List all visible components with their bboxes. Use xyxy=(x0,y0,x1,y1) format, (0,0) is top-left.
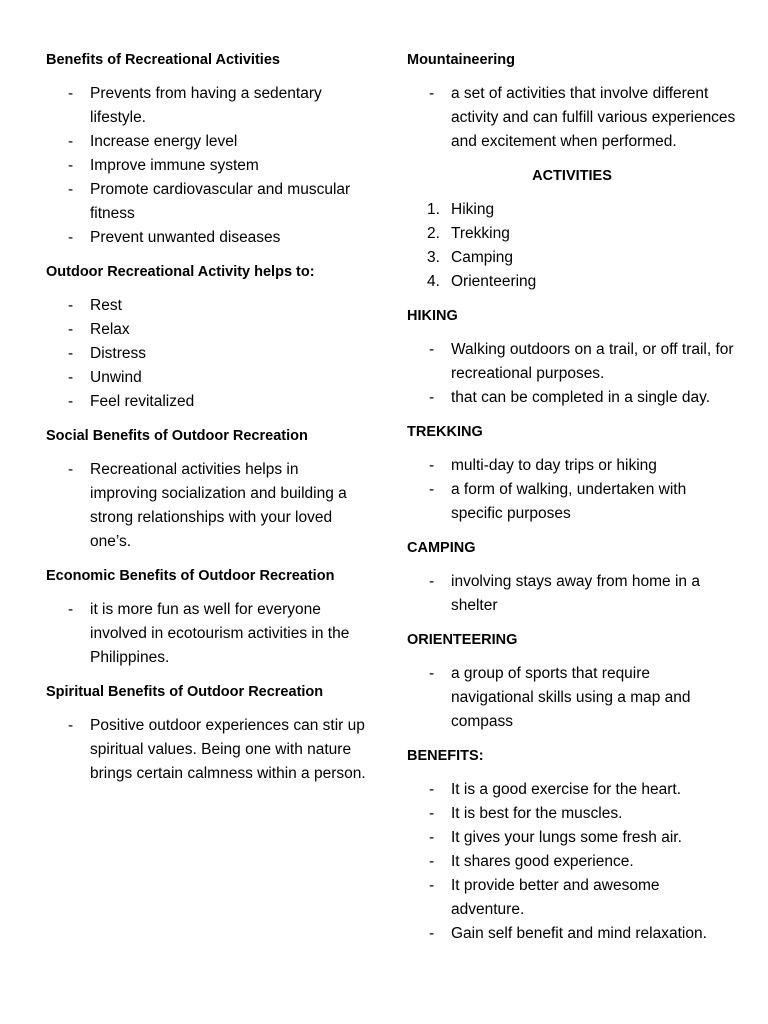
bullet-list xyxy=(407,338,737,410)
list-item-text: Gain self benefit and mind relaxation. xyxy=(451,925,707,942)
list-item xyxy=(407,826,737,850)
bullet-list xyxy=(46,458,366,554)
list-item xyxy=(407,662,737,734)
right-column xyxy=(407,48,737,956)
list-item-text: Feel revitalized xyxy=(90,393,195,410)
list-item-text: Positive outdoor experiences can stir up spiritual values. Being one with nature brings certain calmness within a person. xyxy=(90,717,366,782)
bullet-list xyxy=(46,82,366,250)
section-heading: Economic Benefits of Outdoor Recreation xyxy=(46,568,335,584)
dash-marker: - xyxy=(68,181,74,198)
section-trekking xyxy=(407,420,737,526)
bullet-list xyxy=(407,454,737,526)
dash-marker: - xyxy=(429,85,435,102)
list-item xyxy=(46,458,366,554)
list-item-text: Recreational activities helps in improving socialization and building a strong relationships with your loved one’s. xyxy=(90,461,347,550)
section-orienteering xyxy=(407,628,737,734)
dash-marker: - xyxy=(429,457,435,474)
section-activities xyxy=(407,164,737,294)
list-item xyxy=(46,178,366,226)
section-social-benefits xyxy=(46,424,366,554)
dash-marker: - xyxy=(429,805,435,822)
list-item-text: Distress xyxy=(90,345,146,362)
number-marker: 1. xyxy=(427,201,440,218)
dash-marker: - xyxy=(429,481,435,498)
dash-marker: - xyxy=(68,297,74,314)
list-item xyxy=(46,390,366,414)
section-heading: Outdoor Recreational Activity helps to: xyxy=(46,264,315,280)
list-item xyxy=(46,318,366,342)
list-item xyxy=(407,222,737,246)
dash-marker: - xyxy=(429,665,435,682)
dash-marker: - xyxy=(68,369,74,386)
dash-marker: - xyxy=(68,601,74,618)
dash-marker: - xyxy=(429,573,435,590)
dash-marker: - xyxy=(68,717,74,734)
list-item xyxy=(46,366,366,390)
left-column xyxy=(46,48,366,796)
bullet-list xyxy=(407,82,737,154)
list-item-text: It is a good exercise for the heart. xyxy=(451,781,682,798)
dash-marker: - xyxy=(429,389,435,406)
list-item xyxy=(407,802,737,826)
list-item-text: Prevent unwanted diseases xyxy=(90,229,281,246)
list-item-text: a set of activities that involve different activity and can fulfill various experiences and excitement when performed. xyxy=(451,85,736,150)
list-item xyxy=(46,342,366,366)
list-item xyxy=(407,570,737,618)
list-item xyxy=(407,850,737,874)
list-item xyxy=(407,82,737,154)
bullet-list xyxy=(407,662,737,734)
section-hiking xyxy=(407,304,737,410)
dash-marker: - xyxy=(429,925,435,942)
section-heading: HIKING xyxy=(407,308,458,324)
list-item-text: a group of sports that require navigational skills using a map and compass xyxy=(451,665,691,730)
number-marker: 2. xyxy=(427,225,440,242)
list-item-text: It shares good experience. xyxy=(451,853,634,870)
section-benefits-recreational xyxy=(46,48,366,250)
dash-marker: - xyxy=(68,133,74,150)
list-item xyxy=(46,714,366,786)
list-item-text: Improve immune system xyxy=(90,157,259,174)
section-heading: ACTIVITIES xyxy=(532,168,612,184)
section-outdoor-helps xyxy=(46,260,366,414)
list-item-text: Hiking xyxy=(451,201,495,218)
list-item-text: Promote cardiovascular and muscular fitness xyxy=(90,181,351,222)
section-camping xyxy=(407,536,737,618)
list-item xyxy=(46,226,366,250)
section-heading: CAMPING xyxy=(407,540,476,556)
section-heading: BENEFITS: xyxy=(407,748,484,764)
section-mountaineering xyxy=(407,48,737,154)
dash-marker: - xyxy=(429,853,435,870)
list-item xyxy=(407,922,737,946)
list-item xyxy=(46,294,366,318)
list-item xyxy=(407,478,737,526)
list-item xyxy=(46,82,366,130)
section-heading: Social Benefits of Outdoor Recreation xyxy=(46,428,308,444)
dash-marker: - xyxy=(429,341,435,358)
dash-marker: - xyxy=(68,157,74,174)
list-item xyxy=(46,598,366,670)
dash-marker: - xyxy=(429,829,435,846)
list-item xyxy=(407,246,737,270)
list-item-text: It is best for the muscles. xyxy=(451,805,623,822)
list-item-text: Rest xyxy=(90,297,122,314)
bullet-list xyxy=(46,294,366,414)
section-heading: Spiritual Benefits of Outdoor Recreation xyxy=(46,684,324,700)
list-item-text: It gives your lungs some fresh air. xyxy=(451,829,682,846)
section-spiritual-benefits xyxy=(46,680,366,786)
dash-marker: - xyxy=(68,229,74,246)
list-item-text: Unwind xyxy=(90,369,142,386)
list-item xyxy=(46,154,366,178)
list-item xyxy=(407,338,737,386)
list-item-text: Camping xyxy=(451,249,514,266)
list-item-text: Increase energy level xyxy=(90,133,238,150)
list-item xyxy=(407,874,737,922)
list-item xyxy=(407,386,737,410)
section-benefits xyxy=(407,744,737,946)
list-item-text: it is more fun as well for everyone involved in ecotourism activities in the Philippines. xyxy=(90,601,350,666)
list-item-text: Relax xyxy=(90,321,130,338)
section-heading: TREKKING xyxy=(407,424,483,440)
dash-marker: - xyxy=(68,345,74,362)
bullet-list xyxy=(46,598,366,670)
dash-marker: - xyxy=(429,781,435,798)
dash-marker: - xyxy=(68,321,74,338)
list-item-text: Prevents from having a sedentary lifestyle. xyxy=(90,85,322,126)
bullet-list xyxy=(407,570,737,618)
list-item-text: It provide better and awesome adventure. xyxy=(451,877,660,918)
section-economic-benefits xyxy=(46,564,366,670)
dash-marker: - xyxy=(68,85,74,102)
list-item xyxy=(407,454,737,478)
list-item xyxy=(407,270,737,294)
section-heading: ORIENTEERING xyxy=(407,632,518,648)
bullet-list xyxy=(407,778,737,946)
dash-marker: - xyxy=(429,877,435,894)
section-heading: Mountaineering xyxy=(407,52,515,68)
list-item-text: that can be completed in a single day. xyxy=(451,389,711,406)
list-item-text: Trekking xyxy=(451,225,510,242)
numbered-list xyxy=(407,198,737,294)
dash-marker: - xyxy=(68,393,74,410)
list-item-text: a form of walking, undertaken with specific purposes xyxy=(451,481,687,522)
number-marker: 3. xyxy=(427,249,440,266)
dash-marker: - xyxy=(68,461,74,478)
number-marker: 4. xyxy=(427,273,440,290)
section-heading: Benefits of Recreational Activities xyxy=(46,52,280,68)
list-item xyxy=(407,198,737,222)
list-item-text: multi-day to day trips or hiking xyxy=(451,457,657,474)
bullet-list xyxy=(46,714,366,786)
list-item xyxy=(407,778,737,802)
list-item-text: involving stays away from home in a shelter xyxy=(451,573,700,614)
list-item xyxy=(46,130,366,154)
list-item-text: Walking outdoors on a trail, or off trail, for recreational purposes. xyxy=(451,341,734,382)
list-item-text: Orienteering xyxy=(451,273,537,290)
